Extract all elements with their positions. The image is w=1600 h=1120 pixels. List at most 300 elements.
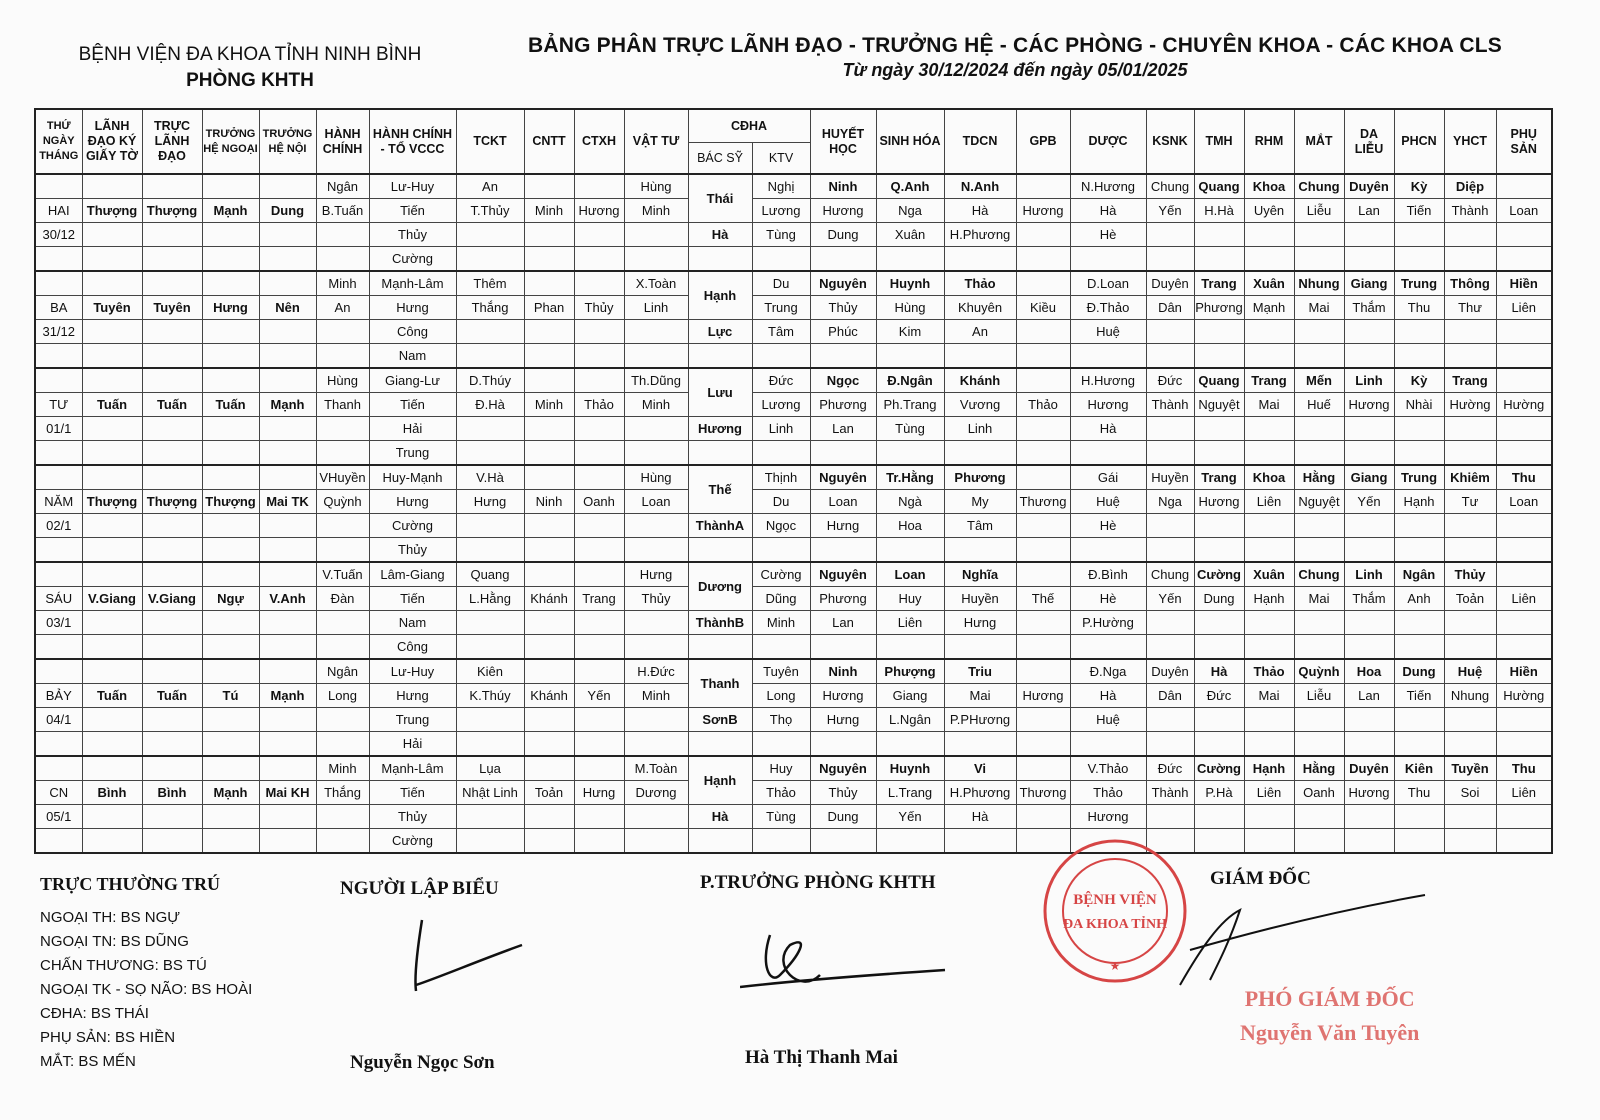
table-cell bbox=[524, 320, 574, 344]
tckt-cell: K.Thúy bbox=[456, 684, 524, 708]
table-row bbox=[35, 684, 1552, 708]
table-cell bbox=[1444, 732, 1496, 757]
table-cell bbox=[524, 829, 574, 854]
vccc-cell: Trung bbox=[369, 441, 456, 466]
table-cell bbox=[456, 611, 524, 635]
duty-ngoai: Tuấn bbox=[202, 393, 259, 417]
tmh-cell: Nguyệt bbox=[1194, 393, 1244, 417]
tdcn-cell: Hưng bbox=[944, 611, 1016, 635]
table-cell bbox=[1194, 223, 1244, 247]
table-cell bbox=[1444, 611, 1496, 635]
duty-leader: Tuấn bbox=[82, 684, 142, 708]
mat-cell: Oanh bbox=[1294, 781, 1344, 805]
table-cell bbox=[752, 635, 810, 660]
table-cell bbox=[259, 441, 316, 466]
table-cell bbox=[1394, 441, 1444, 466]
table-cell bbox=[82, 223, 142, 247]
mat-cell: Nguyệt bbox=[1294, 490, 1344, 514]
table-cell bbox=[624, 829, 688, 854]
ktv-cell: Du bbox=[752, 490, 810, 514]
table-cell bbox=[1146, 223, 1194, 247]
duty-ngoai: Mạnh bbox=[202, 199, 259, 223]
table-cell bbox=[574, 732, 624, 757]
table-cell bbox=[1444, 320, 1496, 344]
table-cell bbox=[624, 611, 688, 635]
table-cell bbox=[82, 708, 142, 732]
dalieu-cell: Lan bbox=[1344, 199, 1394, 223]
vccc-cell: Lư-Huy bbox=[369, 174, 456, 199]
cntt-cell: Toản bbox=[524, 781, 574, 805]
cdha-doctor-cell: Dương bbox=[688, 562, 752, 611]
table-cell bbox=[456, 514, 524, 538]
resident-line: NGOẠI TH: BS NGỰ bbox=[40, 909, 181, 926]
vccc-cell: Cường bbox=[369, 829, 456, 854]
ksnk-cell: Huyền bbox=[1146, 465, 1194, 490]
table-cell bbox=[259, 417, 316, 441]
sh-cell: Huy bbox=[876, 587, 944, 611]
dalieu-cell: Giang bbox=[1344, 465, 1394, 490]
table-cell bbox=[524, 732, 574, 757]
mat-cell: Hằng bbox=[1294, 465, 1344, 490]
col-header-internal: TRƯỞNG HỆ NỘI bbox=[259, 109, 316, 174]
tckt-cell: Quang bbox=[456, 562, 524, 587]
table-cell bbox=[1344, 829, 1394, 854]
phcn-cell: Kỳ bbox=[1394, 368, 1444, 393]
table-cell bbox=[1444, 805, 1496, 829]
day-date: 02/1 bbox=[35, 514, 82, 538]
ktv-cell: Đức bbox=[752, 368, 810, 393]
rhm-cell: Hạnh bbox=[1244, 587, 1294, 611]
sh-cell: Xuân bbox=[876, 223, 944, 247]
admin-cell bbox=[316, 708, 369, 732]
table-cell bbox=[1344, 805, 1394, 829]
mat-cell: Mai bbox=[1294, 587, 1344, 611]
table-cell bbox=[1244, 611, 1294, 635]
stamp-line1: BỆNH VIỆN bbox=[1073, 892, 1157, 908]
admin-cell bbox=[316, 247, 369, 272]
day-date: 30/12 bbox=[35, 223, 82, 247]
table-cell bbox=[35, 247, 82, 272]
table-cell bbox=[944, 441, 1016, 466]
gpb-cell: Hương bbox=[1016, 684, 1070, 708]
duty-duty: Tuấn bbox=[142, 684, 202, 708]
table-cell bbox=[456, 635, 524, 660]
duty-leader: Bình bbox=[82, 781, 142, 805]
yhct-cell: Diệp bbox=[1444, 174, 1496, 199]
table-row bbox=[35, 708, 1552, 732]
duty-noi: Mạnh bbox=[259, 684, 316, 708]
dalieu-cell: Linh bbox=[1344, 368, 1394, 393]
table-cell bbox=[82, 538, 142, 563]
ksnk-cell: Dân bbox=[1146, 684, 1194, 708]
ksnk-cell: Đức bbox=[1146, 756, 1194, 781]
phusan-cell: Loan bbox=[1496, 490, 1552, 514]
table-cell bbox=[624, 635, 688, 660]
tckt-cell: T.Thủy bbox=[456, 199, 524, 223]
table-cell bbox=[1194, 417, 1244, 441]
phusan-cell bbox=[1496, 368, 1552, 393]
admin-cell bbox=[316, 514, 369, 538]
table-cell bbox=[1016, 659, 1070, 684]
resident-line: MẮT: BS MẾN bbox=[40, 1053, 136, 1070]
table-cell bbox=[944, 732, 1016, 757]
table-cell bbox=[1444, 223, 1496, 247]
cntt-cell: Minh bbox=[524, 393, 574, 417]
pharmacy-cell: D.Loan bbox=[1070, 271, 1146, 296]
table-cell bbox=[688, 635, 752, 660]
col-header-day: THỨ NGÀY THÁNG bbox=[35, 109, 82, 174]
table-cell bbox=[524, 344, 574, 369]
table-cell bbox=[202, 514, 259, 538]
pharmacy-cell: Huệ bbox=[1070, 708, 1146, 732]
duty-noi: Dung bbox=[259, 199, 316, 223]
table-cell bbox=[1070, 538, 1146, 563]
tdcn-cell: H.Phương bbox=[944, 223, 1016, 247]
ktv-cell: Nghị bbox=[752, 174, 810, 199]
hh-cell: Nguyên bbox=[810, 465, 876, 490]
tdcn-cell: My bbox=[944, 490, 1016, 514]
table-cell bbox=[524, 441, 574, 466]
duty-ngoai: Ngự bbox=[202, 587, 259, 611]
table-cell bbox=[259, 320, 316, 344]
vccc-cell: Thủy bbox=[369, 538, 456, 563]
supplies-cell: Linh bbox=[624, 296, 688, 320]
table-cell bbox=[35, 465, 82, 490]
vccc-cell: Thủy bbox=[369, 223, 456, 247]
ktv-cell: Linh bbox=[752, 417, 810, 441]
table-cell bbox=[1244, 247, 1294, 272]
ctxh-cell: Oanh bbox=[574, 490, 624, 514]
hh-cell: Ngọc bbox=[810, 368, 876, 393]
table-cell bbox=[524, 223, 574, 247]
rhm-cell: Mai bbox=[1244, 684, 1294, 708]
table-cell bbox=[82, 174, 142, 199]
day-name: HAI bbox=[35, 199, 82, 223]
supplies-cell: Hưng bbox=[624, 562, 688, 587]
cdha-doctor-cell: ThànhB bbox=[688, 611, 752, 635]
table-cell bbox=[752, 247, 810, 272]
yhct-cell: Soi bbox=[1444, 781, 1496, 805]
hh-cell: Ninh bbox=[810, 174, 876, 199]
yhct-cell: Tư bbox=[1444, 490, 1496, 514]
table-cell bbox=[688, 732, 752, 757]
gpb-cell: Thế bbox=[1016, 587, 1070, 611]
table-cell bbox=[1444, 538, 1496, 563]
table-cell bbox=[574, 368, 624, 393]
pharmacy-cell: Đ.Thảo bbox=[1070, 296, 1146, 320]
creator-name: Nguyễn Ngọc Sơn bbox=[350, 1052, 495, 1073]
sh-cell: Tr.Hằng bbox=[876, 465, 944, 490]
table-cell bbox=[1244, 635, 1294, 660]
table-cell bbox=[82, 805, 142, 829]
duty-ngoai: Mạnh bbox=[202, 781, 259, 805]
admin-cell: Long bbox=[316, 684, 369, 708]
table-cell bbox=[1016, 732, 1070, 757]
table-row bbox=[35, 296, 1552, 320]
col-header-tdcn: TDCN bbox=[944, 109, 1016, 174]
cdha-doctor-cell: Hương bbox=[688, 417, 752, 441]
table-cell bbox=[142, 368, 202, 393]
pharmacy-cell: Hè bbox=[1070, 587, 1146, 611]
tdcn-cell: Triu bbox=[944, 659, 1016, 684]
cdha-doctor-cell: Thế bbox=[688, 465, 752, 514]
table-cell bbox=[1016, 514, 1070, 538]
table-cell bbox=[1496, 538, 1552, 563]
phcn-cell: Tiến bbox=[1394, 684, 1444, 708]
table-cell bbox=[1344, 635, 1394, 660]
table-cell bbox=[1344, 441, 1394, 466]
table-cell bbox=[1344, 223, 1394, 247]
yhct-cell: Toản bbox=[1444, 587, 1496, 611]
col-header-surgery: TRƯỞNG HỆ NGOẠI bbox=[202, 109, 259, 174]
deputy-name: Hà Thị Thanh Mai bbox=[745, 1047, 898, 1068]
table-cell bbox=[688, 538, 752, 563]
table-cell bbox=[1016, 417, 1070, 441]
hh-cell: Nguyên bbox=[810, 271, 876, 296]
admin-cell: Quỳnh bbox=[316, 490, 369, 514]
mat-cell: Liễu bbox=[1294, 199, 1344, 223]
table-cell bbox=[259, 247, 316, 272]
table-cell bbox=[142, 708, 202, 732]
table-cell bbox=[1146, 805, 1194, 829]
table-cell bbox=[1146, 320, 1194, 344]
tdcn-cell: H.Phương bbox=[944, 781, 1016, 805]
day-name: NĂM bbox=[35, 490, 82, 514]
table-cell bbox=[1146, 708, 1194, 732]
table-cell bbox=[624, 514, 688, 538]
ksnk-cell: Đức bbox=[1146, 368, 1194, 393]
table-cell bbox=[524, 247, 574, 272]
col-header-tckt: TCKT bbox=[456, 109, 524, 174]
tdcn-cell: Huyền bbox=[944, 587, 1016, 611]
table-cell bbox=[1244, 538, 1294, 563]
hh-cell: Hương bbox=[810, 199, 876, 223]
table-row bbox=[35, 199, 1552, 223]
cdha-doctor-cell: Thái bbox=[688, 174, 752, 223]
vccc-cell: Giang-Lư bbox=[369, 368, 456, 393]
pharmacy-cell: Thảo bbox=[1070, 781, 1146, 805]
table-cell bbox=[1496, 514, 1552, 538]
tckt-cell: Hưng bbox=[456, 490, 524, 514]
cdha-doctor-cell: Thanh bbox=[688, 659, 752, 708]
table-cell bbox=[1294, 708, 1344, 732]
table-cell bbox=[1194, 514, 1244, 538]
col-header-obstetrics: PHỤ SẢN bbox=[1496, 109, 1552, 174]
table-cell bbox=[944, 538, 1016, 563]
table-cell bbox=[82, 344, 142, 369]
table-cell bbox=[574, 247, 624, 272]
phcn-cell: Kỳ bbox=[1394, 174, 1444, 199]
tdcn-cell: Phương bbox=[944, 465, 1016, 490]
table-cell bbox=[259, 465, 316, 490]
table-cell bbox=[624, 320, 688, 344]
ksnk-cell: Yến bbox=[1146, 199, 1194, 223]
table-cell bbox=[142, 417, 202, 441]
table-cell bbox=[1016, 174, 1070, 199]
table-cell bbox=[1244, 320, 1294, 344]
table-cell bbox=[259, 562, 316, 587]
ktv-cell: Thọ bbox=[752, 708, 810, 732]
table-cell bbox=[35, 368, 82, 393]
sh-cell: Đ.Ngân bbox=[876, 368, 944, 393]
table-cell bbox=[574, 659, 624, 684]
table-cell bbox=[810, 538, 876, 563]
sh-cell: Phượng bbox=[876, 659, 944, 684]
vccc-cell: Nam bbox=[369, 611, 456, 635]
tdcn-cell: Linh bbox=[944, 417, 1016, 441]
table-row bbox=[35, 635, 1552, 660]
table-cell bbox=[752, 344, 810, 369]
cntt-cell: Khánh bbox=[524, 684, 574, 708]
table-cell bbox=[1070, 732, 1146, 757]
table-cell bbox=[574, 562, 624, 587]
rhm-cell: Khoa bbox=[1244, 174, 1294, 199]
table-cell bbox=[810, 635, 876, 660]
table-cell bbox=[1496, 635, 1552, 660]
ctxh-cell: Hương bbox=[574, 199, 624, 223]
admin-cell bbox=[316, 732, 369, 757]
vccc-cell: Tiến bbox=[369, 587, 456, 611]
table-cell bbox=[1016, 562, 1070, 587]
col-header-eye: MẮT bbox=[1294, 109, 1344, 174]
table-cell bbox=[35, 756, 82, 781]
rhm-cell: Khoa bbox=[1244, 465, 1294, 490]
table-cell bbox=[202, 247, 259, 272]
table-cell bbox=[1496, 441, 1552, 466]
table-cell bbox=[1070, 441, 1146, 466]
vice-director-title: PHÓ GIÁM ĐỐC bbox=[1244, 986, 1415, 1011]
yhct-cell: Thành bbox=[1444, 199, 1496, 223]
table-cell bbox=[142, 756, 202, 781]
table-row bbox=[35, 441, 1552, 466]
tmh-cell: Dung bbox=[1194, 587, 1244, 611]
table-cell bbox=[1016, 756, 1070, 781]
table-cell bbox=[456, 732, 524, 757]
duty-duty: Tuấn bbox=[142, 393, 202, 417]
table-cell bbox=[752, 732, 810, 757]
table-cell bbox=[456, 320, 524, 344]
cdha-doctor-cell: ThànhA bbox=[688, 514, 752, 538]
table-cell bbox=[1194, 829, 1244, 854]
vccc-cell: Trung bbox=[369, 708, 456, 732]
table-cell bbox=[202, 417, 259, 441]
duty-duty: Thượng bbox=[142, 490, 202, 514]
table-cell bbox=[574, 538, 624, 563]
vccc-cell: Hưng bbox=[369, 684, 456, 708]
pharmacy-cell: Hà bbox=[1070, 199, 1146, 223]
table-cell bbox=[1444, 708, 1496, 732]
table-cell bbox=[1194, 805, 1244, 829]
supplies-cell: Loan bbox=[624, 490, 688, 514]
admin-cell: Minh bbox=[316, 271, 369, 296]
admin-cell bbox=[316, 320, 369, 344]
sh-cell: Liên bbox=[876, 611, 944, 635]
admin-cell bbox=[316, 829, 369, 854]
table-cell bbox=[524, 659, 574, 684]
stamp-star-icon: ★ bbox=[1109, 959, 1121, 973]
table-cell bbox=[624, 417, 688, 441]
day-name: BA bbox=[35, 296, 82, 320]
table-cell bbox=[1294, 805, 1344, 829]
department-name: PHÒNG KHTH bbox=[186, 70, 314, 91]
tckt-cell: D.Thúy bbox=[456, 368, 524, 393]
ctxh-cell: Hưng bbox=[574, 781, 624, 805]
gpb-cell: Kiều bbox=[1016, 296, 1070, 320]
phcn-cell: Trung bbox=[1394, 465, 1444, 490]
hh-cell: Dung bbox=[810, 223, 876, 247]
cdha-doctor-cell: Hà bbox=[688, 223, 752, 247]
table-cell bbox=[574, 708, 624, 732]
table-cell bbox=[35, 562, 82, 587]
table-cell bbox=[202, 344, 259, 369]
table-cell bbox=[142, 562, 202, 587]
table-cell bbox=[1444, 829, 1496, 854]
yhct-cell: Nhung bbox=[1444, 684, 1496, 708]
supplies-cell: Minh bbox=[624, 684, 688, 708]
table-cell bbox=[810, 441, 876, 466]
ktv-cell: Du bbox=[752, 271, 810, 296]
tdcn-cell: Thảo bbox=[944, 271, 1016, 296]
table-cell bbox=[35, 174, 82, 199]
duty-noi: Mạnh bbox=[259, 393, 316, 417]
tdcn-cell: P.PHương bbox=[944, 708, 1016, 732]
phcn-cell: Dung bbox=[1394, 659, 1444, 684]
tckt-cell: Kiên bbox=[456, 659, 524, 684]
phcn-cell: Hạnh bbox=[1394, 490, 1444, 514]
mat-cell: Hằng bbox=[1294, 756, 1344, 781]
resident-line: CHẤN THƯƠNG: BS TÚ bbox=[40, 957, 207, 974]
ktv-cell: Dũng bbox=[752, 587, 810, 611]
table-row bbox=[35, 732, 1552, 757]
gpb-cell: Thương bbox=[1016, 781, 1070, 805]
table-cell bbox=[456, 441, 524, 466]
vccc-cell: Mạnh-Lâm bbox=[369, 756, 456, 781]
phcn-cell: Tiến bbox=[1394, 199, 1444, 223]
table-cell bbox=[1444, 514, 1496, 538]
table-cell bbox=[574, 805, 624, 829]
tdcn-cell: Hà bbox=[944, 199, 1016, 223]
table-cell bbox=[1016, 344, 1070, 369]
table-row bbox=[35, 829, 1552, 854]
table-cell bbox=[1146, 611, 1194, 635]
phcn-cell: Anh bbox=[1394, 587, 1444, 611]
table-cell bbox=[1444, 344, 1496, 369]
tmh-cell: Hà bbox=[1194, 659, 1244, 684]
stamp-line2: ĐA KHOA TỈNH bbox=[1063, 917, 1167, 932]
table-cell bbox=[524, 538, 574, 563]
table-cell bbox=[259, 635, 316, 660]
table-cell bbox=[1496, 829, 1552, 854]
table-cell bbox=[1394, 805, 1444, 829]
phcn-cell: Nhài bbox=[1394, 393, 1444, 417]
yhct-cell: Trang bbox=[1444, 368, 1496, 393]
duty-leader: Tuấn bbox=[82, 393, 142, 417]
pharmacy-cell: Đ.Nga bbox=[1070, 659, 1146, 684]
mat-cell: Huế bbox=[1294, 393, 1344, 417]
table-cell bbox=[1394, 320, 1444, 344]
admin-cell bbox=[316, 344, 369, 369]
table-cell bbox=[142, 441, 202, 466]
col-header-yhct: YHCT bbox=[1444, 109, 1496, 174]
sh-cell: Huynh bbox=[876, 271, 944, 296]
table-cell bbox=[1496, 708, 1552, 732]
table-cell bbox=[1394, 732, 1444, 757]
table-cell bbox=[574, 271, 624, 296]
sh-cell: Kim bbox=[876, 320, 944, 344]
ktv-cell: Lương bbox=[752, 393, 810, 417]
vccc-cell: Hải bbox=[369, 732, 456, 757]
tdcn-cell: Khuyên bbox=[944, 296, 1016, 320]
